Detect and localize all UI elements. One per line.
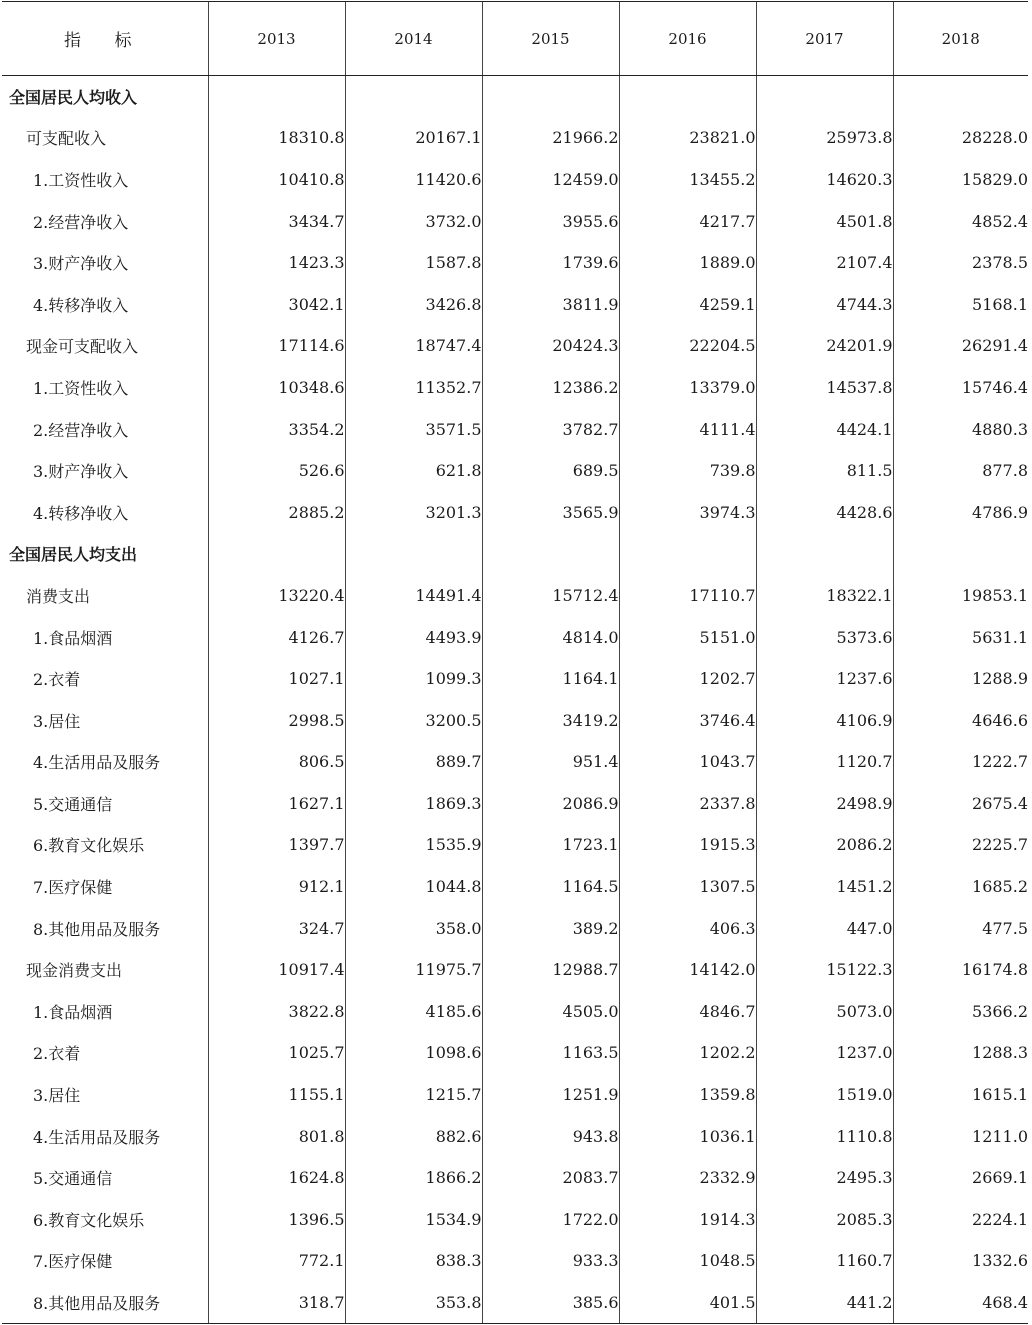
table-cell: 11975.7 <box>345 949 482 991</box>
table-cell: 3571.5 <box>345 408 482 450</box>
table-cell: 889.7 <box>345 741 482 783</box>
row-label: 1.工资性收入 <box>33 378 129 398</box>
table-cell: 4259.1 <box>619 283 756 325</box>
table-cell: 447.0 <box>756 907 893 949</box>
table-cell <box>345 76 482 118</box>
table-cell <box>345 533 482 575</box>
table-row <box>2 1282 1028 1324</box>
table-row <box>2 367 1028 409</box>
table-cell: 772.1 <box>208 1240 345 1282</box>
section-heading: 全国居民人均收入 <box>9 88 138 108</box>
table-row <box>2 949 1028 991</box>
table-cell: 358.0 <box>345 907 482 949</box>
table-cell: 12386.2 <box>482 367 619 409</box>
table-cell: 4744.3 <box>756 283 893 325</box>
table-cell: 4646.6 <box>893 699 1028 741</box>
table-cell: 1043.7 <box>619 741 756 783</box>
table-cell: 943.8 <box>482 1115 619 1157</box>
table-row <box>2 1157 1028 1199</box>
table-cell: 1685.2 <box>893 866 1028 908</box>
table-cell: 17114.6 <box>208 325 345 367</box>
table-cell: 13379.0 <box>619 367 756 409</box>
table-row <box>2 76 1028 118</box>
table-cell: 877.8 <box>893 450 1028 492</box>
table-cell: 1627.1 <box>208 783 345 825</box>
table-cell: 2378.5 <box>893 242 1028 284</box>
table-cell: 1099.3 <box>345 658 482 700</box>
table-row <box>2 200 1028 242</box>
table-cell: 385.6 <box>482 1282 619 1324</box>
table-cell: 14537.8 <box>756 367 893 409</box>
header-year: 2017 <box>756 2 893 76</box>
row-label: 4.生活用品及服务 <box>33 1127 161 1147</box>
table-cell: 4880.3 <box>893 408 1028 450</box>
table-cell: 16174.8 <box>893 949 1028 991</box>
table-cell: 2225.7 <box>893 824 1028 866</box>
table-cell: 15122.3 <box>756 949 893 991</box>
table-cell: 3822.8 <box>208 991 345 1033</box>
table-row <box>2 533 1028 575</box>
table-row <box>2 1115 1028 1157</box>
table-cell: 2086.2 <box>756 824 893 866</box>
table-row <box>2 1240 1028 1282</box>
row-label: 4.生活用品及服务 <box>33 753 161 773</box>
table-cell: 1423.3 <box>208 242 345 284</box>
table-cell: 18747.4 <box>345 325 482 367</box>
row-label: 3.居住 <box>33 1086 81 1106</box>
row-label: 2.经营净收入 <box>33 420 129 440</box>
row-label: 8.其他用品及服务 <box>2 1282 208 1324</box>
table-cell: 1164.5 <box>482 866 619 908</box>
table-cell: 10410.8 <box>208 159 345 201</box>
table-cell: 26291.4 <box>893 325 1028 367</box>
table-cell: 3811.9 <box>482 283 619 325</box>
table-cell: 401.5 <box>619 1282 756 1324</box>
table-cell: 14491.4 <box>345 575 482 617</box>
table-cell: 933.3 <box>482 1240 619 1282</box>
table-cell: 3434.7 <box>208 200 345 242</box>
row-label: 2.衣着 <box>33 670 81 690</box>
table-cell: 4501.8 <box>756 200 893 242</box>
table-cell: 4126.7 <box>208 616 345 658</box>
table-cell: 1723.1 <box>482 824 619 866</box>
table-cell: 5168.1 <box>893 283 1028 325</box>
table-row <box>2 907 1028 949</box>
table-cell: 1251.9 <box>482 1074 619 1116</box>
table-cell: 4786.9 <box>893 491 1028 533</box>
table-cell: 4852.4 <box>893 200 1028 242</box>
table-cell: 11420.6 <box>345 159 482 201</box>
header-row <box>2 2 1028 76</box>
table-cell: 1237.0 <box>756 1032 893 1074</box>
row-label: 2.衣着 <box>33 1044 81 1064</box>
table-cell: 1889.0 <box>619 242 756 284</box>
row-label: 消费支出 <box>26 586 91 606</box>
table-cell: 882.6 <box>345 1115 482 1157</box>
table-row <box>2 741 1028 783</box>
header-year: 2015 <box>482 2 619 76</box>
table-cell: 13220.4 <box>208 575 345 617</box>
table-cell: 2885.2 <box>208 491 345 533</box>
table-cell: 3426.8 <box>345 283 482 325</box>
table-cell: 18310.8 <box>208 117 345 159</box>
table-cell: 14142.0 <box>619 949 756 991</box>
table-cell: 4217.7 <box>619 200 756 242</box>
row-label: 5.交通通信 <box>33 794 113 814</box>
table-cell <box>208 76 345 118</box>
table-cell: 1451.2 <box>756 866 893 908</box>
table-cell: 3746.4 <box>619 699 756 741</box>
table-cell: 1202.2 <box>619 1032 756 1074</box>
row-label: 1.工资性收入 <box>33 170 129 190</box>
table-cell: 4424.1 <box>756 408 893 450</box>
table-cell: 4493.9 <box>345 616 482 658</box>
table-cell: 11352.7 <box>345 367 482 409</box>
table-cell: 5073.0 <box>756 991 893 1033</box>
table-row <box>2 866 1028 908</box>
table-cell: 28228.0 <box>893 117 1028 159</box>
table-cell <box>893 533 1028 575</box>
table-cell: 15746.4 <box>893 367 1028 409</box>
table-cell: 1222.7 <box>893 741 1028 783</box>
table-cell: 2498.9 <box>756 783 893 825</box>
table-cell: 1615.1 <box>893 1074 1028 1116</box>
table-cell: 3042.1 <box>208 283 345 325</box>
table-cell: 10348.6 <box>208 367 345 409</box>
table-cell: 3732.0 <box>345 200 482 242</box>
table-row <box>2 408 1028 450</box>
row-label: 2.经营净收入 <box>33 212 129 232</box>
table-row <box>2 1074 1028 1116</box>
table-cell: 739.8 <box>619 450 756 492</box>
table-cell: 17110.7 <box>619 575 756 617</box>
table-cell: 1155.1 <box>208 1074 345 1116</box>
table-cell: 5373.6 <box>756 616 893 658</box>
table-cell: 1396.5 <box>208 1199 345 1241</box>
table-cell: 4106.9 <box>756 699 893 741</box>
table-cell: 1202.7 <box>619 658 756 700</box>
table-cell: 2107.4 <box>756 242 893 284</box>
table-cell: 951.4 <box>482 741 619 783</box>
table-cell: 1211.0 <box>893 1115 1028 1157</box>
table-cell <box>208 533 345 575</box>
table-cell: 1914.3 <box>619 1199 756 1241</box>
table-cell: 15829.0 <box>893 159 1028 201</box>
header-indicator: 指 标 <box>2 2 208 76</box>
table-cell: 1739.6 <box>482 242 619 284</box>
table-cell <box>482 76 619 118</box>
table-cell: 3200.5 <box>345 699 482 741</box>
table-cell: 324.7 <box>208 907 345 949</box>
table-cell: 3201.3 <box>345 491 482 533</box>
table-cell: 18322.1 <box>756 575 893 617</box>
header-year: 2018 <box>893 2 1028 76</box>
row-label: 现金可支配收入 <box>26 337 139 357</box>
row-label: 4.转移净收入 <box>33 503 129 523</box>
table-cell: 2675.4 <box>893 783 1028 825</box>
table-cell: 406.3 <box>619 907 756 949</box>
table-cell: 3955.6 <box>482 200 619 242</box>
table-cell: 801.8 <box>208 1115 345 1157</box>
table-cell: 2224.1 <box>893 1199 1028 1241</box>
row-label: 3.财产净收入 <box>33 254 129 274</box>
table-cell: 912.1 <box>208 866 345 908</box>
table-cell: 13455.2 <box>619 159 756 201</box>
table-cell: 1160.7 <box>756 1240 893 1282</box>
row-label: 1.食品烟酒 <box>33 628 113 648</box>
table-cell: 23821.0 <box>619 117 756 159</box>
table-cell: 1044.8 <box>345 866 482 908</box>
table-cell: 1307.5 <box>619 866 756 908</box>
table-cell: 19853.1 <box>893 575 1028 617</box>
table-cell: 22204.5 <box>619 325 756 367</box>
table-cell: 526.6 <box>208 450 345 492</box>
table-cell: 14620.3 <box>756 159 893 201</box>
row-label: 7.医疗保健 <box>33 1252 113 1272</box>
table-cell: 1098.6 <box>345 1032 482 1074</box>
table-row <box>2 699 1028 741</box>
header-year: 2016 <box>619 2 756 76</box>
table-cell: 318.7 <box>208 1282 345 1324</box>
table-body <box>2 76 1028 1324</box>
statistics-table <box>2 1 1028 1324</box>
table-cell <box>619 533 756 575</box>
table-cell <box>893 76 1028 118</box>
table-row <box>2 575 1028 617</box>
table-cell: 3354.2 <box>208 408 345 450</box>
table-cell <box>482 533 619 575</box>
table-cell: 1869.3 <box>345 783 482 825</box>
table-cell: 1722.0 <box>482 1199 619 1241</box>
table-cell: 2086.9 <box>482 783 619 825</box>
table-cell: 811.5 <box>756 450 893 492</box>
table-cell: 10917.4 <box>208 949 345 991</box>
table-cell: 5631.1 <box>893 616 1028 658</box>
table-cell: 1025.7 <box>208 1032 345 1074</box>
table-cell: 21966.2 <box>482 117 619 159</box>
table-cell: 4111.4 <box>619 408 756 450</box>
table-cell: 1535.9 <box>345 824 482 866</box>
table-cell: 3974.3 <box>619 491 756 533</box>
table-cell: 1048.5 <box>619 1240 756 1282</box>
table-cell: 1163.5 <box>482 1032 619 1074</box>
table-cell: 3782.7 <box>482 408 619 450</box>
table-row <box>2 783 1028 825</box>
row-label: 3.财产净收入 <box>33 462 129 482</box>
row-label: 现金消费支出 <box>26 961 123 981</box>
table-cell: 477.5 <box>893 907 1028 949</box>
table-cell <box>619 76 756 118</box>
table-cell: 4505.0 <box>482 991 619 1033</box>
table-cell: 806.5 <box>208 741 345 783</box>
table-cell: 1359.8 <box>619 1074 756 1116</box>
section-heading: 全国居民人均支出 <box>9 545 138 565</box>
table-cell: 3419.2 <box>482 699 619 741</box>
table-cell: 5366.2 <box>893 991 1028 1033</box>
table-cell: 621.8 <box>345 450 482 492</box>
table-row <box>2 117 1028 159</box>
table-cell: 24201.9 <box>756 325 893 367</box>
table-row <box>2 1032 1028 1074</box>
table-cell: 468.4 <box>893 1282 1028 1324</box>
table-cell: 1915.3 <box>619 824 756 866</box>
table-cell: 1534.9 <box>345 1199 482 1241</box>
table-cell: 1332.6 <box>893 1240 1028 1282</box>
table-cell: 2495.3 <box>756 1157 893 1199</box>
table-cell: 20167.1 <box>345 117 482 159</box>
header-year: 2014 <box>345 2 482 76</box>
row-label: 6.教育文化娱乐 <box>33 1210 145 1230</box>
row-label: 3.居住 <box>33 711 81 731</box>
table-row <box>2 283 1028 325</box>
row-label: 8.其他用品及服务 <box>33 919 161 939</box>
table-cell: 353.8 <box>345 1282 482 1324</box>
table-row <box>2 450 1028 492</box>
table-cell: 1288.3 <box>893 1032 1028 1074</box>
table-row <box>2 616 1028 658</box>
table-cell: 4185.6 <box>345 991 482 1033</box>
table-cell: 4814.0 <box>482 616 619 658</box>
table-cell: 15712.4 <box>482 575 619 617</box>
table-cell: 838.3 <box>345 1240 482 1282</box>
table-cell: 1624.8 <box>208 1157 345 1199</box>
row-label: 6.教育文化娱乐 <box>33 836 145 856</box>
row-label: 可支配收入 <box>26 129 107 149</box>
table-cell: 2332.9 <box>619 1157 756 1199</box>
table-cell: 2669.1 <box>893 1157 1028 1199</box>
table-cell: 1866.2 <box>345 1157 482 1199</box>
table-cell: 389.2 <box>482 907 619 949</box>
table-cell: 689.5 <box>482 450 619 492</box>
table-cell: 2337.8 <box>619 783 756 825</box>
table-row <box>2 991 1028 1033</box>
table-cell: 12459.0 <box>482 159 619 201</box>
table-row <box>2 159 1028 201</box>
row-label: 5.交通通信 <box>33 1169 113 1189</box>
header-year: 2013 <box>208 2 345 76</box>
table-row <box>2 242 1028 284</box>
table-cell <box>756 533 893 575</box>
table-cell: 3565.9 <box>482 491 619 533</box>
table-cell: 1519.0 <box>756 1074 893 1116</box>
table-cell: 1288.9 <box>893 658 1028 700</box>
table-cell: 12988.7 <box>482 949 619 991</box>
table-row <box>2 325 1028 367</box>
table-row <box>2 1199 1028 1241</box>
table-cell: 1120.7 <box>756 741 893 783</box>
table-cell: 1215.7 <box>345 1074 482 1116</box>
table-cell: 25973.8 <box>756 117 893 159</box>
table-row <box>2 491 1028 533</box>
table-cell: 1587.8 <box>345 242 482 284</box>
table-cell: 1397.7 <box>208 824 345 866</box>
table-cell: 1164.1 <box>482 658 619 700</box>
table-cell: 1237.6 <box>756 658 893 700</box>
table-cell: 2083.7 <box>482 1157 619 1199</box>
table-cell: 5151.0 <box>619 616 756 658</box>
table-header <box>2 2 1028 76</box>
table-cell: 20424.3 <box>482 325 619 367</box>
table-cell: 2998.5 <box>208 699 345 741</box>
table-cell: 4846.7 <box>619 991 756 1033</box>
table-cell: 4428.6 <box>756 491 893 533</box>
table-cell: 1110.8 <box>756 1115 893 1157</box>
table-cell: 441.2 <box>756 1282 893 1324</box>
table-cell: 2085.3 <box>756 1199 893 1241</box>
table-row <box>2 824 1028 866</box>
row-label: 4.转移净收入 <box>33 295 129 315</box>
table-row <box>2 658 1028 700</box>
row-label: 1.食品烟酒 <box>33 1002 113 1022</box>
table-cell: 1036.1 <box>619 1115 756 1157</box>
row-label: 7.医疗保健 <box>33 878 113 898</box>
table-cell <box>756 76 893 118</box>
table-cell: 1027.1 <box>208 658 345 700</box>
